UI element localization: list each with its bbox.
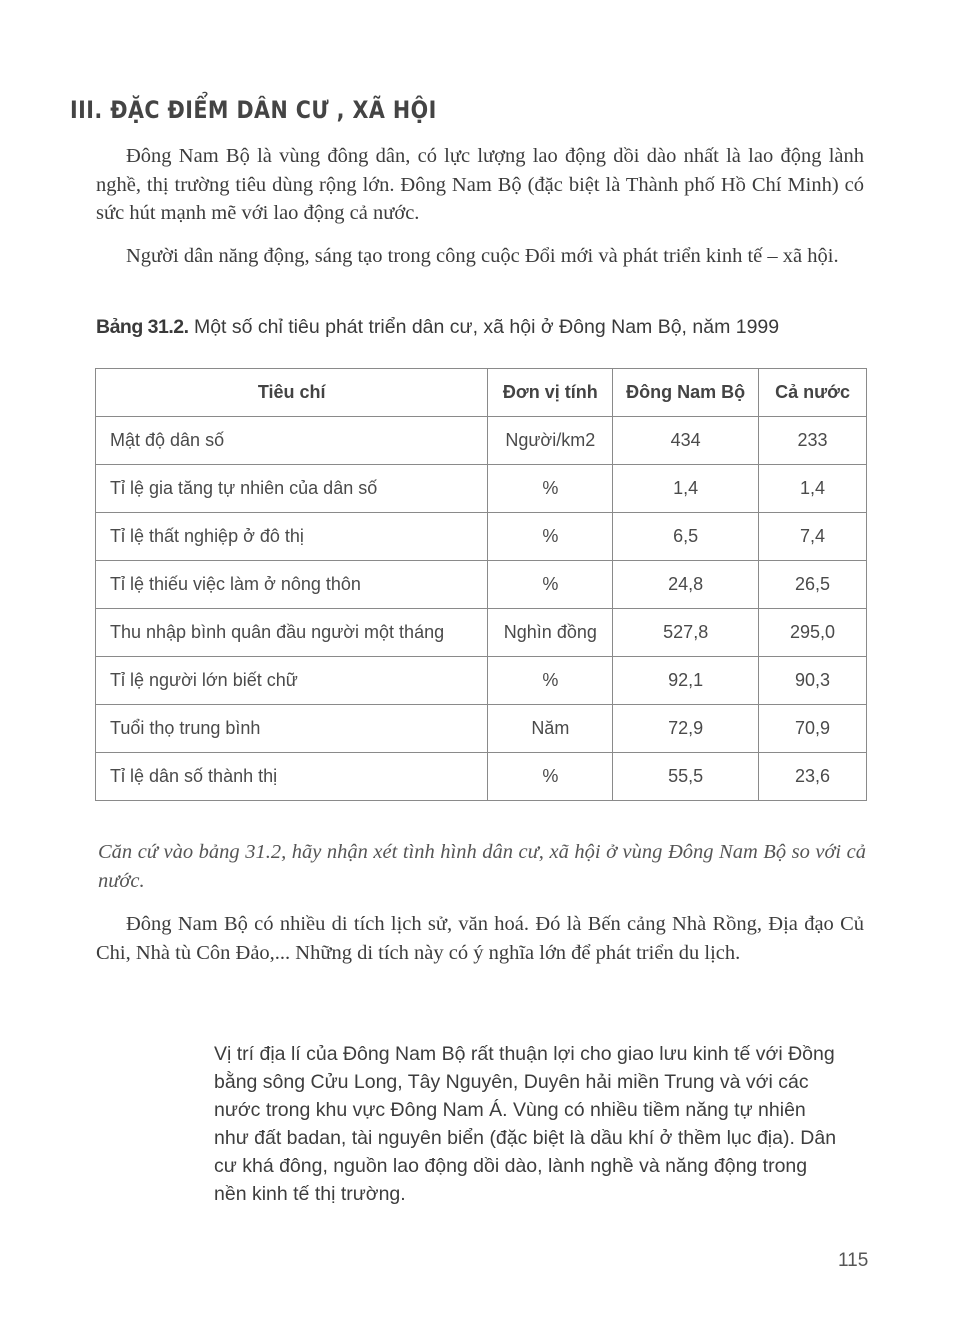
section-heading: III. ĐẶC ĐIỂM DÂN CƯ , XÃ HỘI [70, 96, 437, 124]
table-row [96, 513, 867, 561]
table-row [96, 753, 867, 801]
cell-criterion: Tỉ lệ dân số thành thị [96, 753, 488, 801]
cell-criterion: Thu nhập bình quân đầu người một tháng [96, 609, 488, 657]
cell-unit: % [488, 465, 613, 513]
cell-country: 70,9 [759, 705, 867, 753]
cell-country: 1,4 [759, 465, 867, 513]
table-row [96, 705, 867, 753]
summary-box: Vị trí địa lí của Đông Nam Bộ rất thuận lợi cho giao lưu kinh tế với Đồng bằng sông Cửu Long, Tây Nguyên, Duyên hải miền Trung và với các nước trong khu vực Đông Nam Á. Vùng có nhiều tiềm năng tự nhiên như đất badan, tài nguyên biển (đặc biệt là dầu khí ở thềm lục địa). Dân cư khá đông, nguồn lao động dồi dào, lành nghề và năng động trong nền kinh tế thị trường. [214, 1043, 837, 1205]
cell-unit: Người/km2 [488, 417, 613, 465]
cell-criterion: Mật độ dân số [96, 417, 488, 465]
cell-region: 6,5 [613, 513, 759, 561]
cell-region: 92,1 [613, 657, 759, 705]
cell-country: 23,6 [759, 753, 867, 801]
table-header-row [96, 369, 867, 417]
paragraph-population: Đông Nam Bộ là vùng đông dân, có lực lượng lao động dồi dào nhất là lao động lành nghề, thị trường tiêu dùng rộng lớn. Đông Nam Bộ (đặc biệt là Thành phố Hồ Chí Minh) có sức hút mạnh mẽ với lao động cả nước. [96, 145, 864, 224]
cell-country: 295,0 [759, 609, 867, 657]
cell-region: 72,9 [613, 705, 759, 753]
cell-unit: Năm [488, 705, 613, 753]
page-number: 115 [838, 1250, 869, 1271]
cell-country: 7,4 [759, 513, 867, 561]
header-unit: Đơn vị tính [488, 369, 613, 417]
cell-unit: % [488, 513, 613, 561]
cell-criterion: Tỉ lệ gia tăng tự nhiên của dân số [96, 465, 488, 513]
indicator-table [95, 368, 867, 801]
header-criterion: Tiêu chí [96, 369, 488, 417]
header-region: Đông Nam Bộ [613, 369, 759, 417]
cell-region: 527,8 [613, 609, 759, 657]
cell-criterion: Tỉ lệ người lớn biết chữ [96, 657, 488, 705]
cell-unit: % [488, 753, 613, 801]
table-row [96, 609, 867, 657]
cell-unit: % [488, 657, 613, 705]
table-caption [96, 316, 779, 339]
table-caption-label: Bảng 31.2. [96, 316, 189, 338]
cell-country: 233 [759, 417, 867, 465]
cell-criterion: Tỉ lệ thiếu việc làm ở nông thôn [96, 561, 488, 609]
table-caption-text: Một số chỉ tiêu phát triển dân cư, xã hội ở Đông Nam Bộ, năm 1999 [188, 316, 780, 338]
cell-region: 434 [613, 417, 759, 465]
paragraph-heritage: Đông Nam Bộ có nhiều di tích lịch sử, văn hoá. Đó là Bến cảng Nhà Rồng, Địa đạo Củ Chi, Nhà tù Côn Đảo,... Những di tích này có ý nghĩa lớn để phát triển du lịch. [96, 913, 864, 964]
table-row [96, 561, 867, 609]
cell-region: 1,4 [613, 465, 759, 513]
cell-unit: % [488, 561, 613, 609]
exercise-question: Căn cứ vào bảng 31.2, hãy nhận xét tình hình dân cư, xã hội ở vùng Đông Nam Bộ so với cả nước. [98, 841, 866, 892]
table-row [96, 465, 867, 513]
cell-region: 55,5 [613, 753, 759, 801]
cell-criterion: Tuổi thọ trung bình [96, 705, 488, 753]
cell-unit: Nghìn đồng [488, 609, 613, 657]
paragraph-people: Người dân năng động, sáng tạo trong công cuộc Đổi mới và phát triển kinh tế – xã hội. [126, 245, 839, 267]
cell-country: 26,5 [759, 561, 867, 609]
table-row [96, 657, 867, 705]
cell-region: 24,8 [613, 561, 759, 609]
table-row [96, 417, 867, 465]
header-country: Cả nước [759, 369, 867, 417]
cell-country: 90,3 [759, 657, 867, 705]
cell-criterion: Tỉ lệ thất nghiệp ở đô thị [96, 513, 488, 561]
